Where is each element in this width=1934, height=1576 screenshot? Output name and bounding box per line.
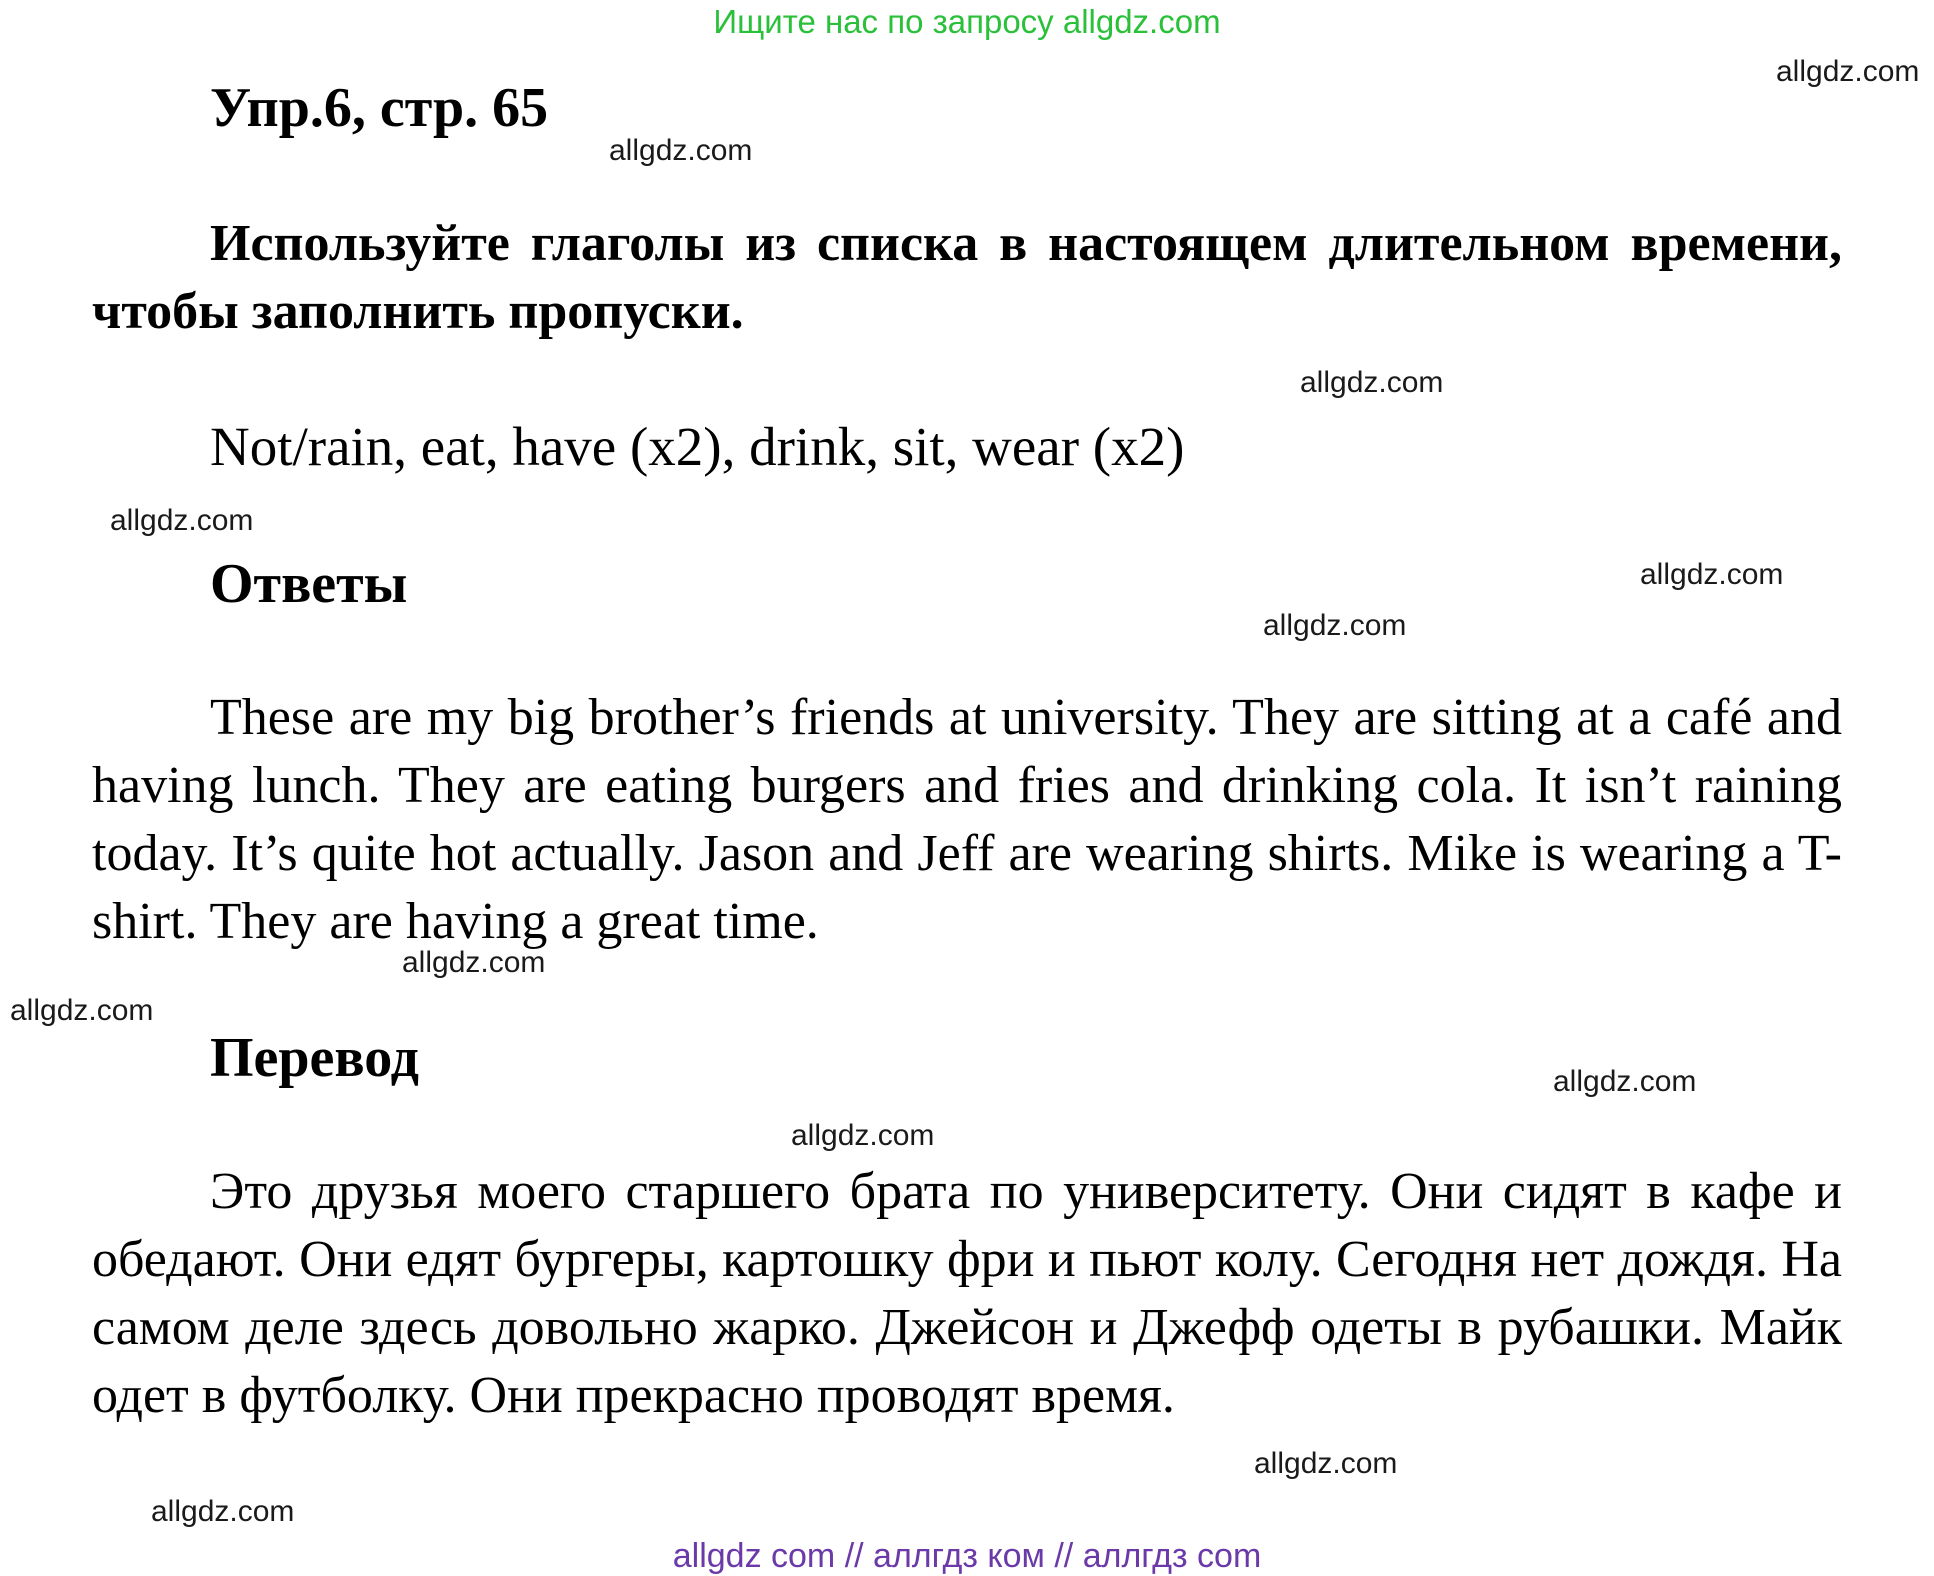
- watermark: allgdz.com: [110, 504, 254, 537]
- bottom-banner: allgdz com // аллгдз ком // аллгдз com: [672, 1537, 1262, 1575]
- top-banner: Ищите нас по запросу allgdz.com: [713, 3, 1221, 40]
- translation-heading: Перевод: [210, 1027, 419, 1089]
- watermark: allgdz.com: [609, 134, 753, 167]
- watermark: allgdz.com: [1776, 55, 1920, 88]
- exercise-title: Упр.6, стр. 65: [210, 77, 549, 139]
- watermark: allgdz.com: [10, 994, 154, 1027]
- answers-text: These are my big brother’s friends at university. They are sitting at a café and having lunch. They are eating burgers and fries and drinking cola. It isn’t raining today. It’s quite hot actually. Jason and Jeff are wearing shirts. Mike is wearing a T-shirt. They are having a great time.: [92, 689, 1842, 950]
- watermark: allgdz.com: [1254, 1447, 1398, 1480]
- watermark: allgdz.com: [791, 1119, 935, 1152]
- watermark: allgdz.com: [151, 1495, 295, 1528]
- watermark: allgdz.com: [402, 946, 546, 979]
- watermark: allgdz.com: [1263, 609, 1407, 642]
- watermark: allgdz.com: [1640, 558, 1784, 591]
- instruction-text: Используйте глаголы из списка в настоящем длительном времени, чтобы заполнить пропуски.: [92, 215, 1842, 340]
- verb-list: Not/rain, eat, have (x2), drink, sit, wear (x2): [210, 416, 1185, 477]
- answers-heading: Ответы: [210, 553, 408, 615]
- translation-text: Это друзья моего старшего брата по университету. Они сидят в кафе и обедают. Они едят бургеры, картошку фри и пьют колу. Сегодня нет дождя. На самом деле здесь довольно жарко. Джейсон и Джефф одеты в рубашки. Майк одет в футболку. Они прекрасно проводят время.: [92, 1163, 1842, 1424]
- watermark: allgdz.com: [1300, 366, 1444, 399]
- watermark: allgdz.com: [1553, 1065, 1697, 1098]
